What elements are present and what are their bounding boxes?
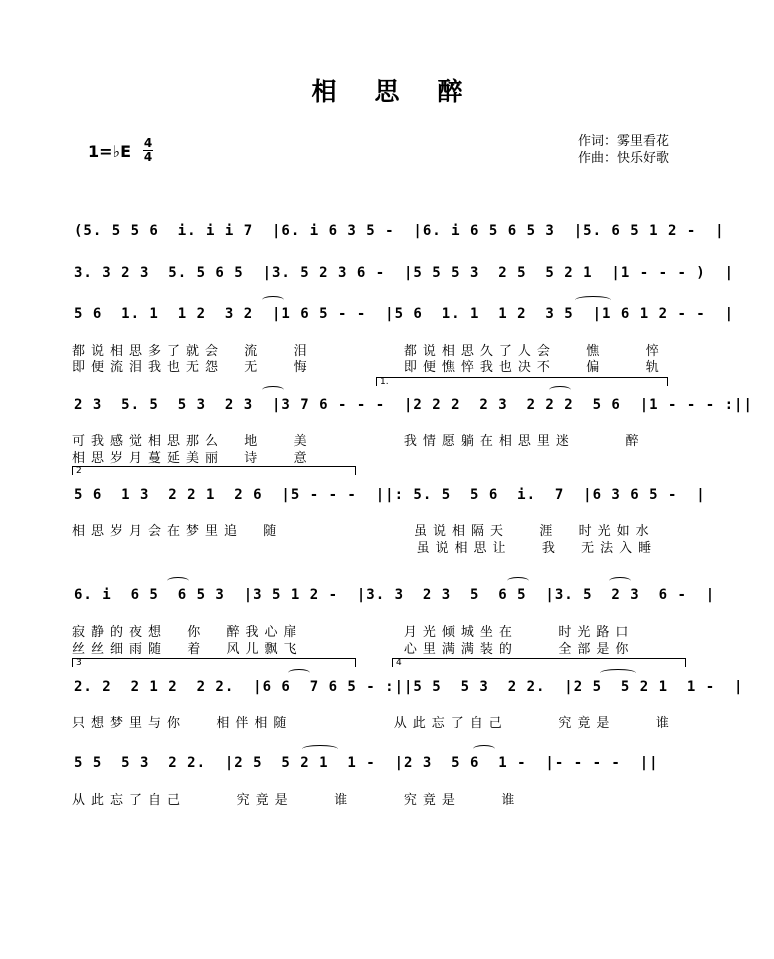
lyric-line: 只想梦里与你 相伴相随 从此忘了自己 究竟是 谁 <box>72 716 675 731</box>
score-row <box>72 752 712 776</box>
score-row <box>72 220 725 244</box>
slur-mark <box>609 577 631 585</box>
volta-bracket <box>392 658 686 667</box>
volta-bracket <box>376 377 668 386</box>
slur-mark <box>167 577 189 585</box>
lyric-line: 虽说相思让 我 无法入睡 <box>72 541 658 556</box>
slur-mark <box>507 577 529 585</box>
slur-mark <box>302 745 338 753</box>
notes: 5 6 1 3 2 2 1 2 6 |5 - - - ||: 5. 5 5 6 i. 7 |6 3 6 5 - | <box>74 487 706 503</box>
lyric-line: 丝丝细雨随 着 风儿飘飞 心里满满装的 全部是你 <box>72 642 635 657</box>
notes: 2 3 5. 5 5 3 2 3 |3 7 6 - - - |2 2 2 2 3 2 2 2 5 6 |1 - - - :|| <box>74 397 753 413</box>
meter-top: 4 <box>143 136 153 150</box>
slur-mark <box>575 296 611 304</box>
volta-label: 4 <box>396 658 402 668</box>
volta-bracket <box>72 658 356 667</box>
notes: 5 5 5 3 2 2. |2 5 5 2 1 1 - |2 3 5 6 1 - |- - - - || <box>74 755 659 771</box>
lyric-line: 即便流泪我也无怨 无 悔 即便憔悴我也决不 偏 轨 <box>72 360 665 375</box>
key-signature: 1=♭E <box>88 142 132 161</box>
volta-label: 2 <box>76 466 82 476</box>
volta-bracket <box>72 466 356 475</box>
notes: (5. 5 5 6 i. i i 7 |6. i 6 3 5 - |6. i 6 5 6 5 3 |5. 6 5 1 2 - | <box>74 223 725 239</box>
score-row <box>72 303 735 327</box>
slur-mark <box>262 296 284 304</box>
lyric-line: 相思岁月会在梦里追 随 虽说相隔天 涯 时光如水 <box>72 524 655 539</box>
time-signature <box>143 137 153 164</box>
lyric-line: 寂静的夜想 你 醉我心扉 月光倾城坐在 时光路口 <box>72 625 635 640</box>
slur-mark <box>549 386 571 394</box>
notes: 2. 2 2 1 2 2 2. |6 6 7 6 5 - :||5 5 5 3 2 2. |2 5 5 2 1 1 - | <box>74 679 744 695</box>
notes: 3. 3 2 3 5. 5 6 5 |3. 5 2 3 6 - |5 5 5 3 2 5 5 2 1 |1 - - - ) | <box>74 265 735 281</box>
song-title: 相思醉 <box>311 77 501 106</box>
score-row <box>72 584 716 608</box>
notes: 5 6 1. 1 1 2 3 2 |1 6 5 - - |5 6 1. 1 1 2 3 5 |1 6 1 2 - - | <box>74 306 735 322</box>
lyric-line: 都说相思多了就会 流 泪 都说相思久了人会 憔 悴 <box>72 344 665 359</box>
lyric-line: 从此忘了自己 究竟是 谁 究竟是 谁 <box>72 793 521 808</box>
slur-mark <box>262 386 284 394</box>
lyric-line: 可我感觉相思那么 地 美 我情愿躺在相思里迷 醉 <box>72 434 645 449</box>
notes: 6. i 6 5 6 5 3 |3 5 1 2 - |3. 3 2 3 5 6 5 |3. 5 2 3 6 - | <box>74 587 716 603</box>
composer: 作曲：快乐好歌 <box>578 151 670 166</box>
score-row <box>72 484 712 508</box>
credits <box>578 133 669 167</box>
lyric-line: 相思岁月蔓延美丽 诗 意 <box>72 451 313 466</box>
score-row <box>72 676 744 700</box>
score-row <box>72 262 735 286</box>
volta-label: 3 <box>76 658 82 668</box>
meter-bottom: 4 <box>143 150 153 164</box>
volta-label: 1. <box>380 377 389 387</box>
lyricist: 作词：雾里看花 <box>578 134 670 149</box>
slur-mark <box>288 669 310 677</box>
score-row <box>72 394 753 418</box>
slur-mark <box>473 745 495 753</box>
slur-mark <box>600 669 636 677</box>
